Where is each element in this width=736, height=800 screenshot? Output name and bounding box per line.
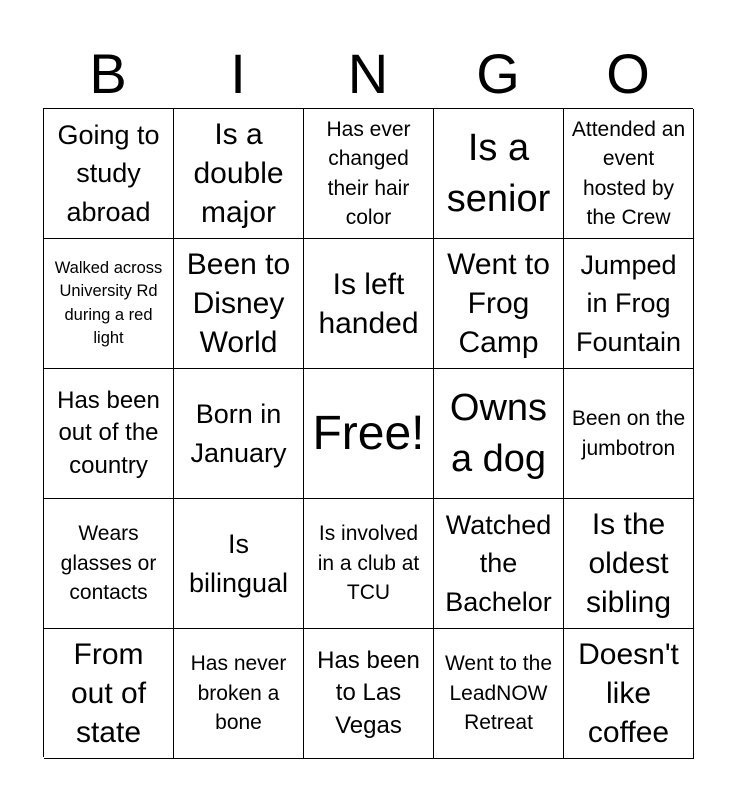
- bingo-cell[interactable]: Jumped in Frog Fountain: [564, 239, 694, 369]
- bingo-cell[interactable]: Is a double major: [174, 109, 304, 239]
- bingo-cell[interactable]: Has never broken a bone: [174, 629, 304, 759]
- header-letter-n: N: [347, 42, 389, 105]
- bingo-cell[interactable]: Has been out of the country: [44, 369, 174, 499]
- bingo-cell[interactable]: Been to Disney World: [174, 239, 304, 369]
- bingo-cell[interactable]: Going to study abroad: [44, 109, 174, 239]
- bingo-cell[interactable]: Has ever changed their hair color: [304, 109, 434, 239]
- bingo-cell[interactable]: Doesn't like coffee: [564, 629, 694, 759]
- header-letter-o: O: [606, 42, 650, 105]
- bingo-cell[interactable]: Is involved in a club at TCU: [304, 499, 434, 629]
- header-letter-g: G: [476, 42, 520, 105]
- bingo-cell[interactable]: Born in January: [174, 369, 304, 499]
- bingo-cell[interactable]: Went to Frog Camp: [434, 239, 564, 369]
- bingo-cell[interactable]: Attended an event hosted by the Crew: [564, 109, 694, 239]
- bingo-cell[interactable]: Wears glasses or contacts: [44, 499, 174, 629]
- bingo-cell[interactable]: Owns a dog: [434, 369, 564, 499]
- bingo-board: [43, 108, 693, 757]
- bingo-cell[interactable]: Been on the jumbotron: [564, 369, 694, 499]
- bingo-header: [43, 40, 693, 108]
- bingo-cell[interactable]: Is left handed: [304, 239, 434, 369]
- bingo-cell[interactable]: Is the oldest sibling: [564, 499, 694, 629]
- bingo-cell[interactable]: Walked across University Rd during a red light: [44, 239, 174, 369]
- bingo-cell[interactable]: From out of state: [44, 629, 174, 759]
- bingo-cell[interactable]: Is a senior: [434, 109, 564, 239]
- free-space[interactable]: Free!: [304, 369, 434, 499]
- bingo-cell[interactable]: Has been to Las Vegas: [304, 629, 434, 759]
- bingo-cell[interactable]: Went to the LeadNOW Retreat: [434, 629, 564, 759]
- bingo-cell[interactable]: Is bilingual: [174, 499, 304, 629]
- header-letter-i: I: [230, 42, 246, 105]
- bingo-cell[interactable]: Watched the Bachelor: [434, 499, 564, 629]
- header-letter-b: B: [89, 42, 127, 105]
